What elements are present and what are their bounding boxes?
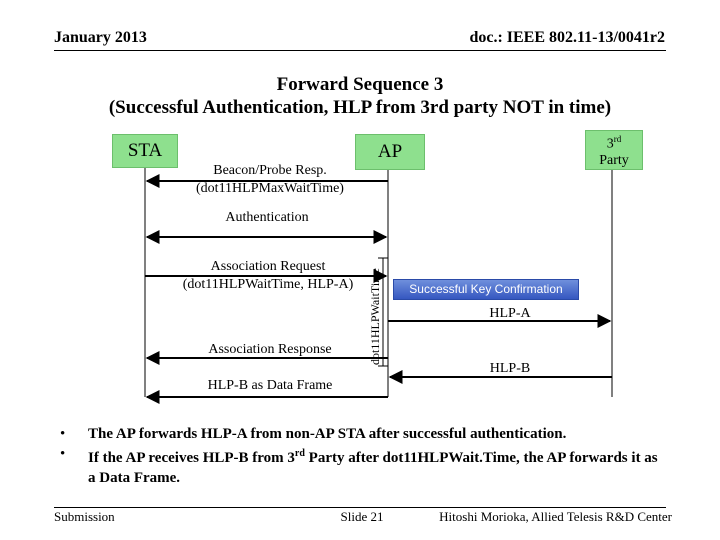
footer-submission: Submission [54,509,115,524]
sta-entity [112,134,178,168]
association-request-line2: (dot11HLPWaitTime, HLP-A) [182,277,354,292]
title-line2: (Successful Authentication, HLP from 3rd party NOT in time) [108,97,612,118]
header-doc-id: doc.: IEEE 802.11-13/0041r2 [469,29,665,46]
sta-label: STA [127,140,163,161]
footer-author: Hitoshi Morioka, Allied Telesis R&D Center [439,509,672,524]
bullet-list [60,424,660,488]
hlp-b-data-frame-label: HLP-B as Data Frame [207,378,333,393]
bullet-item-2-superscript: rd [294,448,305,459]
association-request-line1: Association Request [210,259,326,274]
bullet-item-1-text: The AP forwards HLP-A from non-AP STA after successful authentication. [88,426,567,442]
authentication-label: Authentication [225,210,309,225]
beacon-label-line1: Beacon/Probe Resp. [213,163,327,178]
successful-key-confirmation-box: Successful Key Confirmation [393,279,579,300]
third-party-entity [585,130,643,170]
hlp-b-label: HLP-B [489,361,531,376]
bullet-dot-icon: • [60,426,66,442]
beacon-label [180,162,360,198]
bullet-item-2 [60,444,660,488]
association-request-label [168,258,368,294]
footer-slide-number: Slide 21 [340,509,384,524]
beacon-label-line2: (dot11HLPMaxWaitTime) [196,181,344,196]
bullet-item-1 [60,424,660,444]
hlp-a-label: HLP-A [489,306,531,321]
footer-rule [54,507,666,508]
ap-label: AP [377,141,403,162]
title-line1: Forward Sequence 3 [276,74,444,95]
third-party-label: Party [599,152,629,168]
third-party-superscript: rd [613,134,622,145]
wait-timer-label: dot11HLPWaitTime [368,268,382,365]
association-response-label: Association Response [208,342,332,357]
header-date: January 2013 [54,29,147,46]
bullet-item-2-text-end: Party after dot11HLPWait.Time, the AP forwards it as a Data Frame. [88,450,658,486]
ap-entity [355,134,425,170]
third-party-number: 3 [606,136,614,152]
bullet-item-2-text-start: If the AP receives HLP-B from 3 [88,450,295,466]
bullet-dot-icon: • [60,446,66,462]
